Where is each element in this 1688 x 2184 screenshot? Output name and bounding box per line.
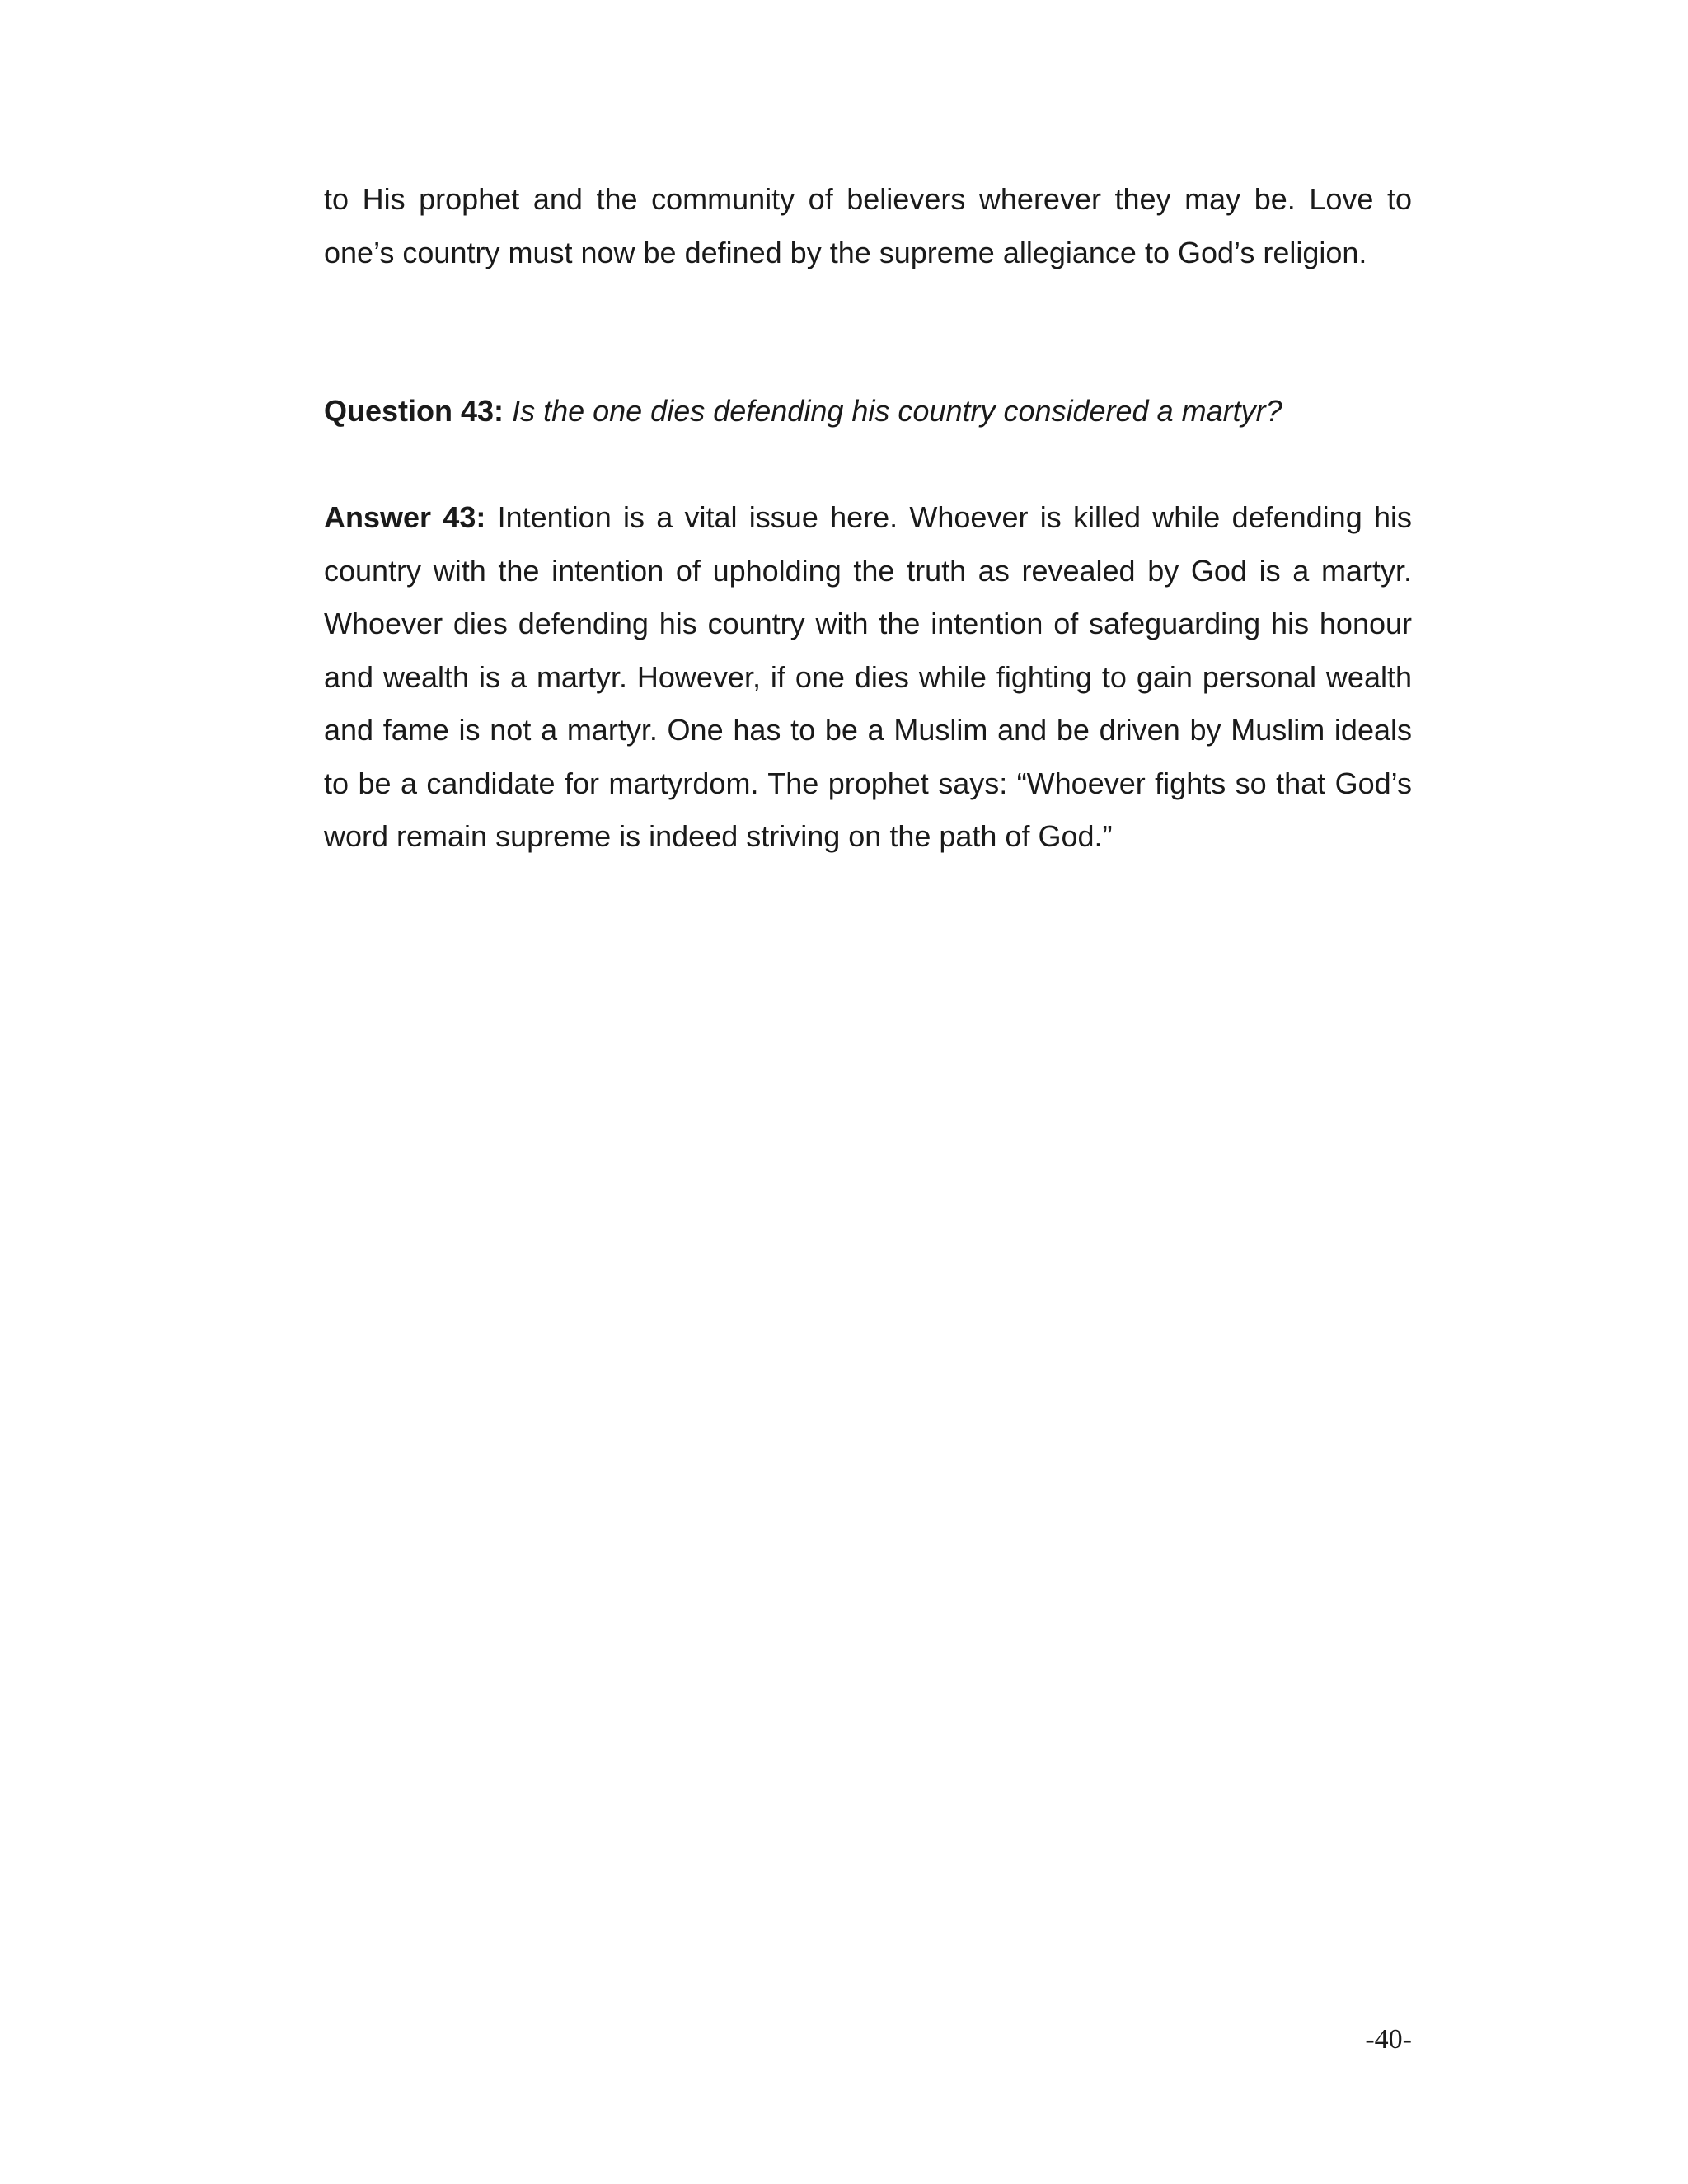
continued-paragraph: to His prophet and the community of believers wherever they may be. Love to one’s country must now be defined by the supreme allegiance to God’s religion. (324, 182, 1412, 269)
answer-text: Intention is a vital issue here. Whoever is killed while defending his country with the intention of upholding the truth as revealed by God is a martyr. Whoever dies defending his country with the intention of safeguarding his honour and wealth is a martyr. However, if one dies while fighting to gain personal wealth and fame is not a martyr. One has to be a Muslim and be driven by Muslim ideals to be a candidate for martyrdom. The prophet says: “Whoever fights so that God’s word remain supreme is indeed striving on the path of God.” (324, 500, 1413, 853)
page-number: -40- (1365, 2024, 1412, 2055)
question-label: Question 43: (324, 394, 504, 428)
question-text: Is the one dies defending his country considered a martyr? (512, 394, 1282, 428)
answer-label: Answer 43: (324, 500, 486, 534)
question-43 (324, 385, 1412, 438)
answer-43 (324, 491, 1412, 864)
